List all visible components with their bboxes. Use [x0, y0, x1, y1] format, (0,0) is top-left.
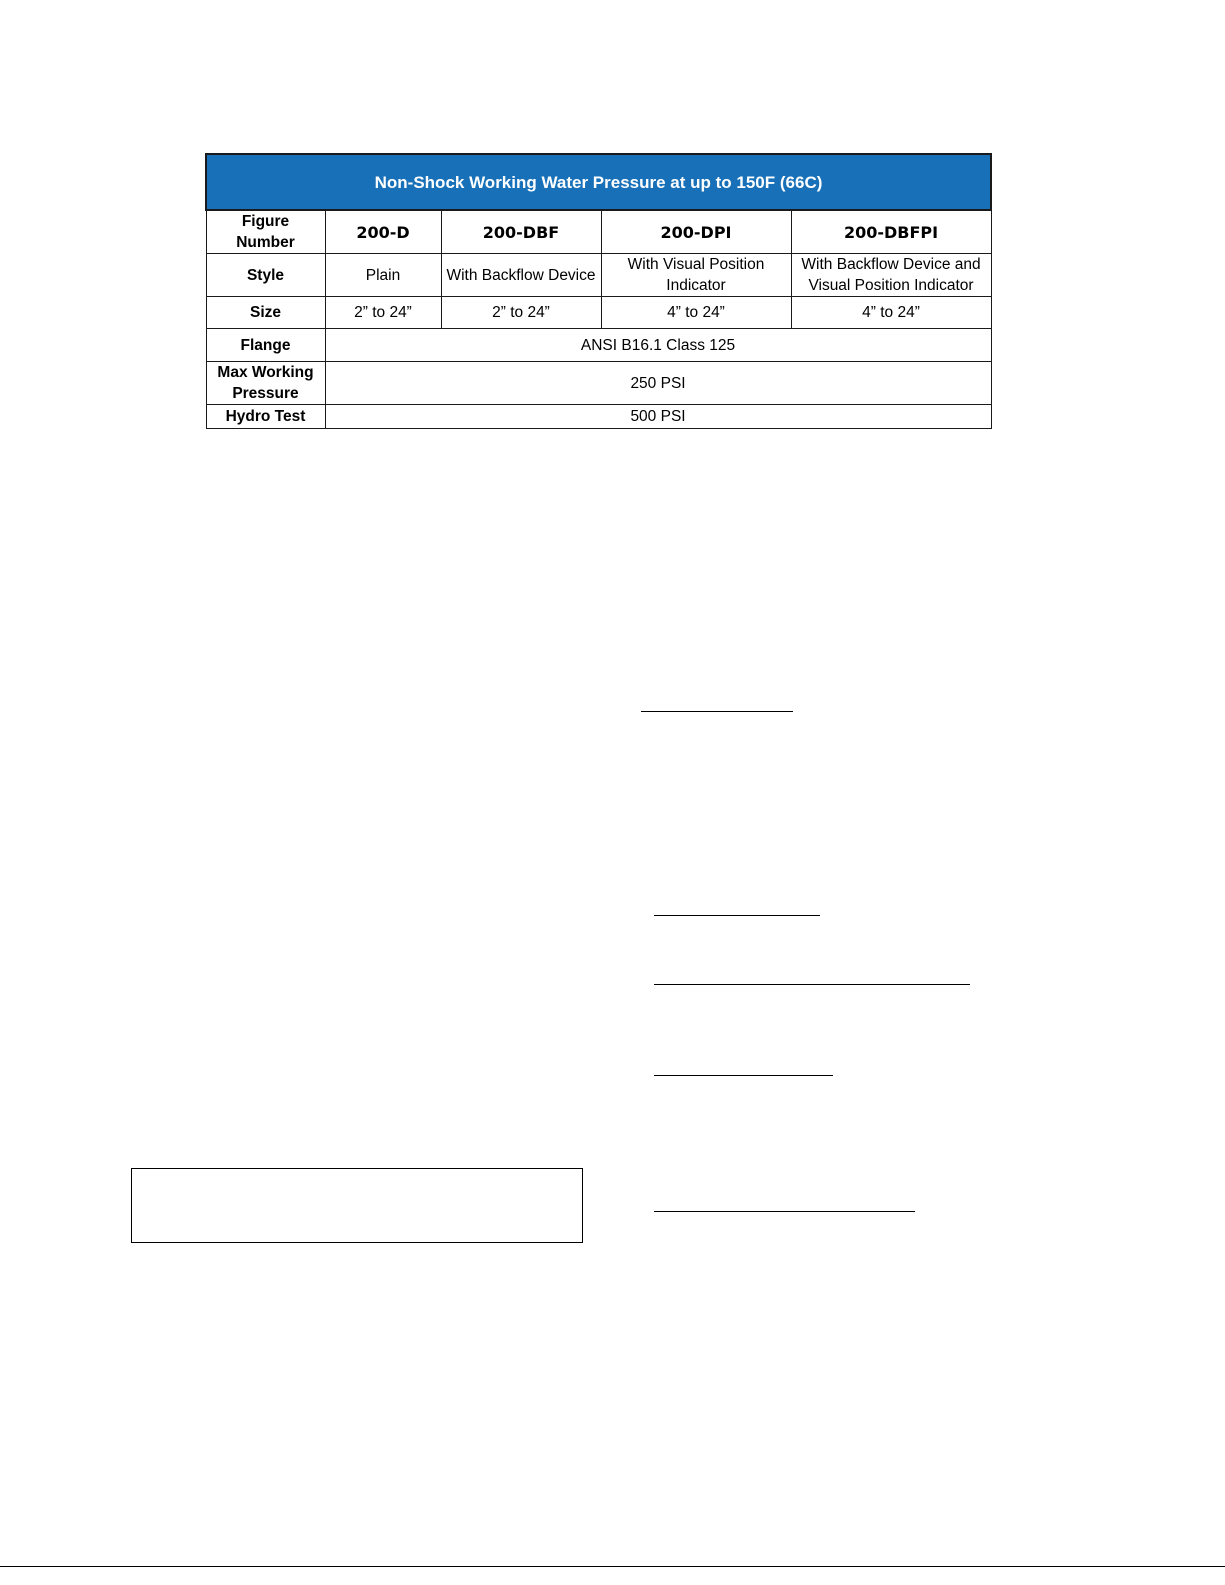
style-cell: With Backflow Device — [441, 254, 601, 297]
flange-cell: ANSI B16.1 Class 125 — [325, 329, 991, 362]
row-label-figure-number: Figure Number — [206, 210, 325, 254]
size-cell: 4” to 24” — [791, 297, 991, 329]
blank-underline — [654, 915, 820, 916]
table-row — [206, 210, 991, 254]
footer-rule — [0, 1566, 1225, 1567]
table-row — [206, 362, 991, 405]
style-cell: With Visual Position Indicator — [601, 254, 791, 297]
table-row — [206, 329, 991, 362]
blank-underline — [654, 1075, 833, 1076]
figure-cell: 200-D — [325, 210, 441, 254]
figure-cell: 200-DBF — [441, 210, 601, 254]
row-label-style: Style — [206, 254, 325, 297]
size-cell: 4” to 24” — [601, 297, 791, 329]
row-label-hydro-test: Hydro Test — [206, 405, 325, 429]
blank-underline — [654, 984, 970, 985]
style-cell: Plain — [325, 254, 441, 297]
hydro-test-cell: 500 PSI — [325, 405, 991, 429]
table-row — [206, 254, 991, 297]
row-label-flange: Flange — [206, 329, 325, 362]
table-row — [206, 405, 991, 429]
pressure-spec-table — [205, 153, 992, 429]
row-label-max-working-pressure: Max Working Pressure — [206, 362, 325, 405]
size-cell: 2” to 24” — [325, 297, 441, 329]
figure-cell: 200-DBFPI — [791, 210, 991, 254]
empty-text-box — [131, 1168, 583, 1243]
table-title: Non-Shock Working Water Pressure at up to 150F (66C) — [206, 154, 991, 210]
style-cell: With Backflow Device and Visual Position Indicator — [791, 254, 991, 297]
row-label-size: Size — [206, 297, 325, 329]
max-pressure-cell: 250 PSI — [325, 362, 991, 405]
blank-underline — [641, 711, 793, 712]
figure-cell: 200-DPI — [601, 210, 791, 254]
table-row — [206, 297, 991, 329]
blank-underline — [654, 1211, 915, 1212]
size-cell: 2” to 24” — [441, 297, 601, 329]
